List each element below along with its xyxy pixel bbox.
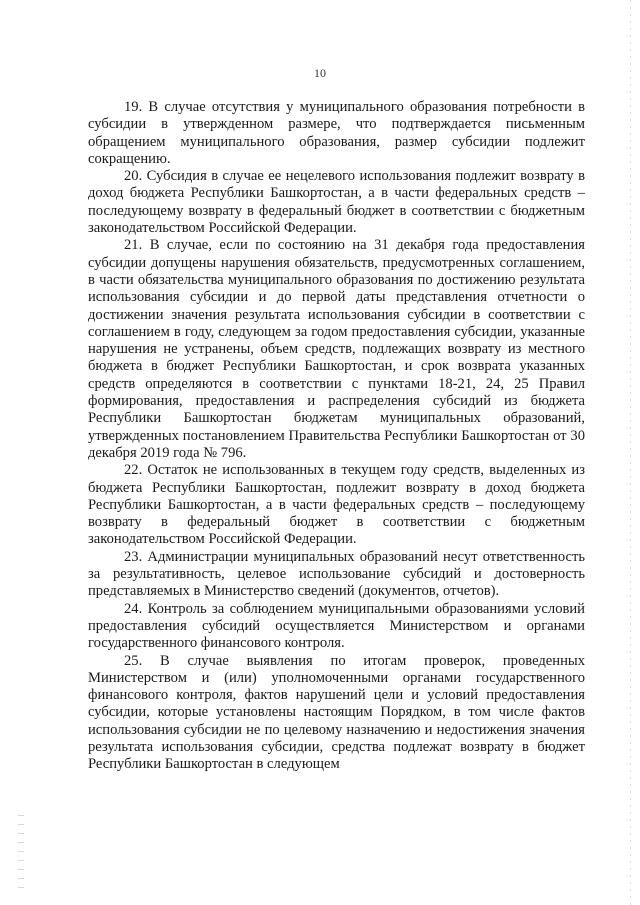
paragraph-24: 24. Контроль за соблюдением муниципальными образованиями условий предоставления субсидий осуществляется Министерством и органами государственного финансового контроля.: [88, 600, 585, 652]
paragraph-20: 20. Субсидия в случае ее нецелевого использования подлежит возврату в доход бюджета Республики Башкортостан, а в части федеральных средств – последующему возврату в федеральный бюджет в соответствии с бюджетным законодательством Российской Федерации.: [88, 168, 585, 237]
paragraph-19: 19. В случае отсутствия у муниципального образования потребности в субсидии в утвержденном размере, что подтверждается письменным обращением муниципального образования, размер субсидии подлежит сокращению.: [88, 99, 585, 167]
scan-margin-marks: [18, 815, 24, 895]
document-body: [88, 99, 585, 774]
scan-edge-artifact: [630, 0, 631, 905]
paragraph-23: 23. Администрации муниципальных образований несут ответственность за результативность, целевое использование субсидий и достоверность представляемых в Министерство сведений (документов, отчетов).: [88, 548, 585, 600]
paragraph-21: 21. В случае, если по состоянию на 31 декабря года предоставления субсидии допущены нарушения обязательств, предусмотренных соглашением, в части обязательства муниципального образования по достижению результата использования субсидии и до первой даты представления отчетности о достижении значения результата использования субсидии в соответствии с соглашением в году, следующем за годом предоставления субсидии, указанные нарушения не устранены, объем средств, подлежащих возврату из местного бюджета в бюджет Республики Башкортостан, и срок возврата указанных средств определяются в соответствии с пунктами 18-21, 24, 25 Правил формирования, предоставления и распределения субсидий из бюджета Республики Башкортостан бюджетам муниципальных образований, утвержденных постановлением Правительства Республики Башкортостан от 30 декабря 2019 года № 796.: [88, 237, 585, 461]
paragraph-22: 22. Остаток не использованных в текущем году средств, выделенных из бюджета Республики Башкортостан, подлежит возврату в доход бюджета Республики Башкортостан, а в части федеральных средств – последующему возврату в федеральный бюджет в соответствии с бюджетным законодательством Российской Федерации.: [88, 462, 585, 548]
page-number: 10: [314, 66, 326, 80]
paragraph-25: 25. В случае выявления по итогам проверок, проведенных Министерством и (или) уполномоченными органами государственного финансового контроля, фактов нарушений цели и условий предоставления субсидии, которые установлены настоящим Порядком, в том числе фактов использования субсидии не по целевому назначению и недостижения значения результата использования субсидии, средства подлежат возврату в бюджет Республики Башкортостан в следующем: [88, 652, 585, 773]
